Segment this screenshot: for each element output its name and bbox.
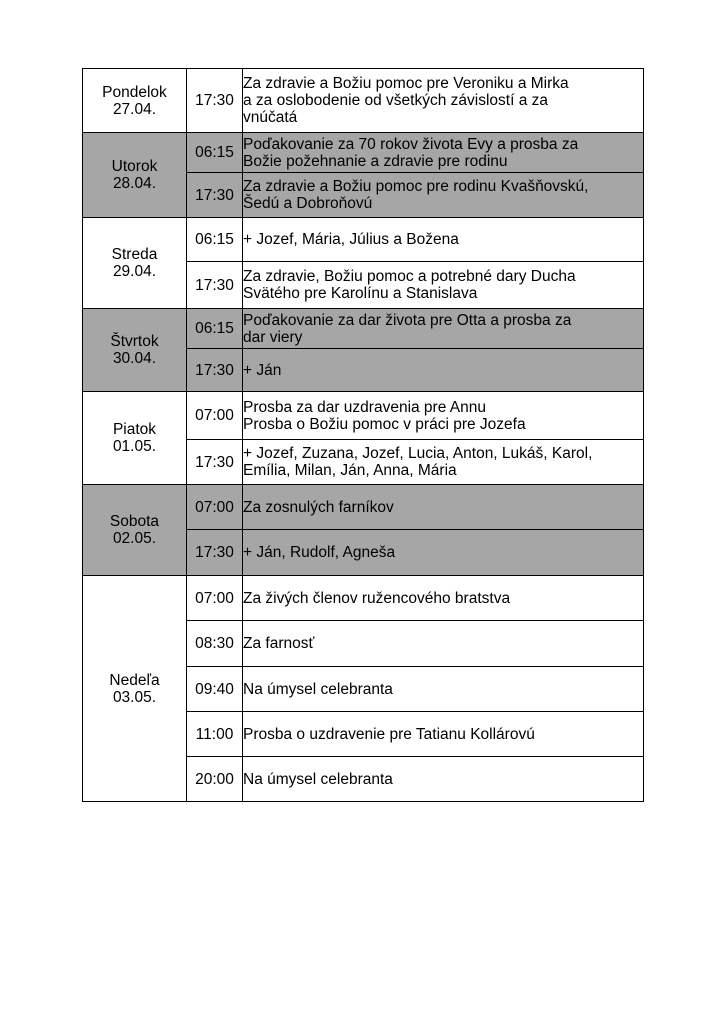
mass-intention: [243, 576, 644, 621]
schedule-row: [83, 218, 644, 262]
mass-intention: [243, 309, 644, 349]
day-cell: [83, 309, 187, 392]
intention-line: Za zdravie a Božiu pomoc pre rodinu Kvašňovskú,: [243, 178, 589, 195]
day-cell: [83, 485, 187, 576]
intention-line: + Jozef, Zuzana, Jozef, Lucia, Anton, Lukáš, Karol,: [243, 445, 593, 462]
mass-time: 17:30: [187, 349, 243, 392]
mass-intention: [243, 173, 644, 218]
intention-line: Za zosnulých farníkov: [243, 498, 394, 516]
day-cell: [83, 218, 187, 309]
mass-time: 07:00: [187, 392, 243, 440]
mass-time: 06:15: [187, 218, 243, 262]
day-cell: [83, 133, 187, 218]
intention-line: a za oslobodenie od všetkých závislostí a za: [243, 92, 549, 109]
day-name: Nedeľa: [109, 671, 160, 689]
mass-time: 11:00: [187, 712, 243, 757]
mass-time: 17:30: [187, 262, 243, 309]
mass-time: 17:30: [187, 173, 243, 218]
mass-time: 06:15: [187, 309, 243, 349]
mass-time: 17:30: [187, 69, 243, 133]
schedule-row: [83, 576, 644, 621]
mass-intention: [243, 218, 644, 262]
mass-time: 06:15: [187, 133, 243, 173]
intention-line: Prosba o Božiu pomoc v práci pre Jozefa: [243, 415, 526, 433]
mass-time: 08:30: [187, 621, 243, 667]
mass-intention: [243, 621, 644, 667]
day-date: 30.04.: [112, 350, 157, 367]
intention-line: Emília, Milan, Ján, Anna, Mária: [243, 462, 457, 479]
mass-intention: [243, 69, 644, 133]
schedule-row: [83, 309, 644, 349]
day-date: 27.04.: [112, 100, 157, 118]
intention-line: Božie požehnanie a zdravie pre rodinu: [243, 152, 508, 170]
intention-line: Poďakovanie za dar života pre Otta a prosba za: [243, 311, 572, 329]
mass-intention: [243, 349, 644, 392]
mass-intention: [243, 712, 644, 757]
schedule-row: [83, 485, 644, 530]
mass-time: 17:30: [187, 440, 243, 485]
intention-line: Svätého pre Karolínu a Stanislava: [243, 285, 478, 302]
intention-line: Za zdravie a Božiu pomoc pre Veroniku a Mirka: [243, 75, 569, 92]
mass-intention: [243, 485, 644, 530]
schedule-body: [83, 69, 644, 802]
mass-intention: [243, 392, 644, 440]
day-date: 02.05.: [112, 530, 157, 547]
mass-schedule-table: [82, 68, 644, 802]
intention-line: Šedú a Dobroňovú: [243, 195, 373, 212]
day-cell: [83, 576, 187, 802]
mass-intention: [243, 440, 644, 485]
mass-intention: [243, 133, 644, 173]
day-name: Sobota: [109, 513, 160, 530]
intention-line: Na úmysel celebranta: [243, 770, 393, 788]
day-date: 29.04.: [112, 263, 157, 280]
day-date: 28.04.: [112, 175, 157, 192]
day-name: Pondelok: [102, 83, 167, 101]
mass-time: 07:00: [187, 485, 243, 530]
schedule-row: [83, 133, 644, 173]
intention-line: + Jozef, Mária, Július a Božena: [243, 231, 459, 248]
intention-line: Prosba o uzdravenie pre Tatianu Kollárovú: [243, 725, 535, 743]
day-date: 03.05.: [112, 688, 157, 706]
mass-time: 20:00: [187, 757, 243, 802]
day-cell: [83, 392, 187, 485]
mass-intention: [243, 667, 644, 712]
day-date: 01.05.: [112, 438, 157, 455]
intention-line: Prosba za dar uzdravenia pre Annu: [243, 398, 486, 416]
intention-line: Za farnosť: [243, 635, 315, 652]
intention-line: Na úmysel celebranta: [243, 680, 393, 698]
day-name: Streda: [111, 246, 158, 263]
intention-line: + Ján, Rudolf, Agneša: [243, 544, 396, 561]
day-name: Utorok: [111, 158, 158, 175]
mass-time: 17:30: [187, 530, 243, 576]
day-name: Piatok: [112, 421, 157, 438]
schedule-row: [83, 392, 644, 440]
mass-intention: [243, 530, 644, 576]
intention-line: + Ján: [243, 361, 282, 379]
mass-intention: [243, 262, 644, 309]
schedule-row: [83, 69, 644, 133]
intention-line: Za živých členov ružencového bratstva: [243, 589, 511, 607]
day-name: Štvrtok: [110, 333, 159, 350]
mass-time: 09:40: [187, 667, 243, 712]
mass-intention: [243, 757, 644, 802]
intention-line: Za zdravie, Božiu pomoc a potrebné dary Ducha: [243, 268, 576, 285]
mass-time: 07:00: [187, 576, 243, 621]
intention-line: dar viery: [243, 328, 303, 346]
intention-line: Poďakovanie za 70 rokov života Evy a prosba za: [243, 135, 579, 153]
day-cell: [83, 69, 187, 133]
intention-line: vnúčatá: [243, 109, 298, 126]
